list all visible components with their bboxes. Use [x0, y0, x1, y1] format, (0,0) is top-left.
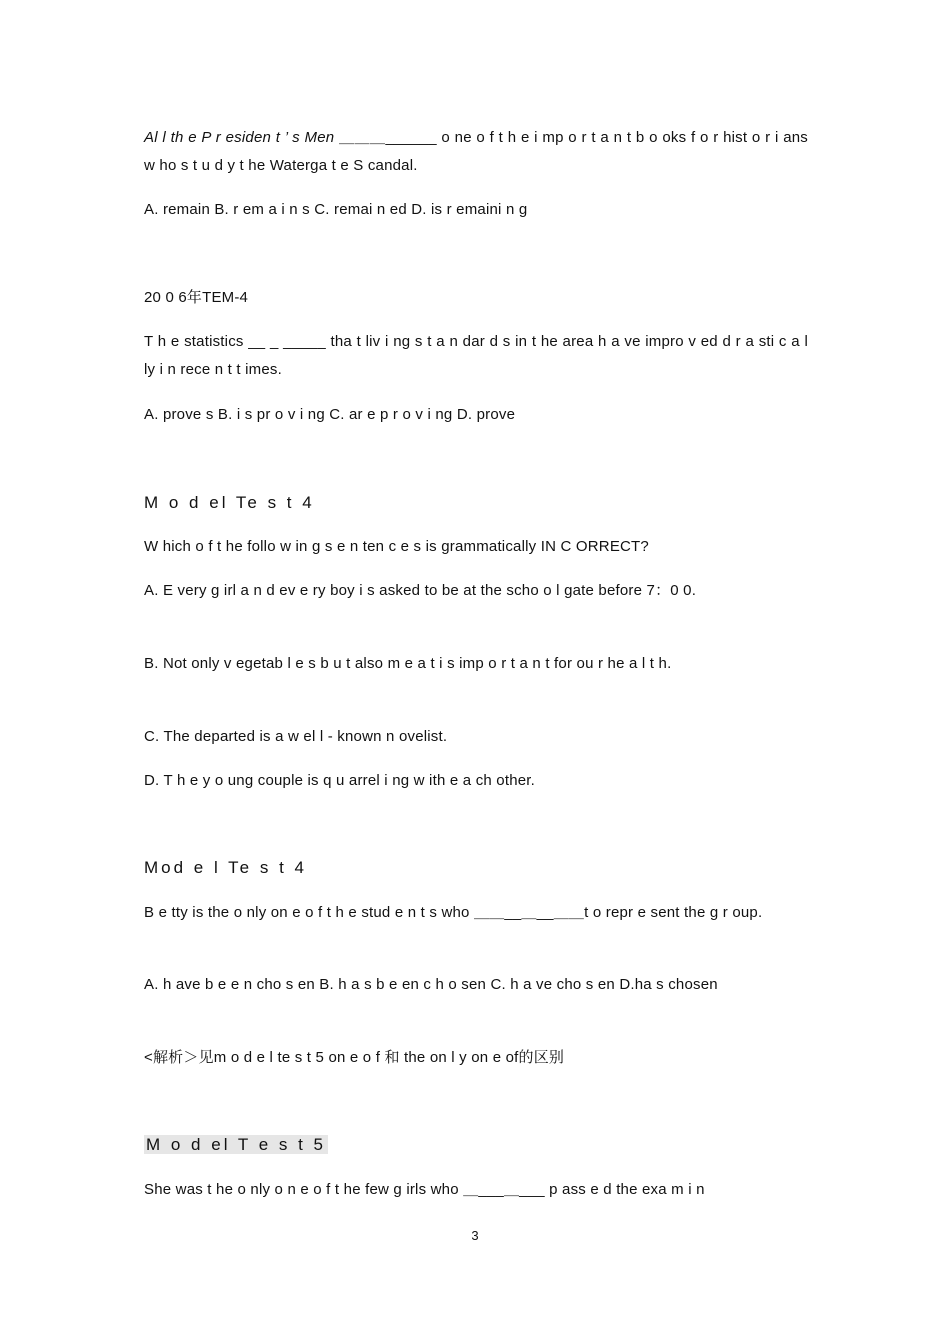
section-heading-model-test-5: [144, 1131, 808, 1159]
question-5-text: She was t he o nly o n e o f t he few g irls who ＿___＿___ p ass e d the exa m i n: [144, 1181, 705, 1198]
question-1-options: A. remain B. r em a i n s C. remai n ed D. is r emaini n g: [144, 201, 528, 218]
question-1-text: [144, 124, 808, 180]
question-3-option-d: D. T h e y o ung couple is q u arrel i ng w ith e a ch other.: [144, 772, 536, 789]
question-3-option-b: B. Not only v egetab l e s b u t also m e a t i s imp o r t a n t for ou r he a l t h.: [144, 655, 672, 672]
section-heading-tem4: 20 0 6年TEM-4: [144, 289, 249, 306]
question-3-option-a: A. E very g irl a n d ev e ry boy i s asked to be at the scho o l gate before 7：0 0.: [144, 582, 697, 599]
question-3-option-c: C. The departed is a w el l - known n ovelist.: [144, 728, 448, 745]
page-number: 3: [471, 1228, 479, 1243]
question-4-text: B e tty is the o nly on e o f t h e stud e n t s who ＿＿__＿__＿＿t o repr e sent the g r oup.: [144, 904, 763, 921]
highlighted-heading: M o d el T e s t 5: [146, 1135, 326, 1154]
section-heading-model-test-4b: Mod e l Te s t 4: [144, 858, 307, 877]
question-2-text: T h e statistics __ _ _____ tha t liv i ng s t a n dar d s in t he area h a ve impro v ed d r a sti c a l ly i n rece n t t imes.: [144, 333, 808, 378]
question-4-options: A. h ave b e e n cho s en B. h a s b e en c h o sen C. h a ve cho s en D.ha s chosen: [144, 976, 718, 993]
book-title-italic: Al l th e P r esiden t ’ s Men: [144, 129, 335, 146]
question-1-rest: ＿＿＿______ o ne o f t h e i mp o r t a n t b o oks f o r hist o r i ans w ho s t u d y t he Waterga t e S candal.: [144, 129, 808, 174]
question-4-analysis-note: <解析＞见m o d e l te s t 5 on e o f 和 the on l y on e of的区别: [144, 1049, 565, 1066]
question-2-options: A. prove s B. i s pr o v i ng C. ar e p r o v i ng D. prove: [144, 406, 516, 423]
question-3-text: W hich o f t he follo w in g s e n ten c e s is grammatically IN C ORRECT?: [144, 538, 649, 555]
section-heading-model-test-4a: M o d el Te s t 4: [144, 493, 315, 512]
